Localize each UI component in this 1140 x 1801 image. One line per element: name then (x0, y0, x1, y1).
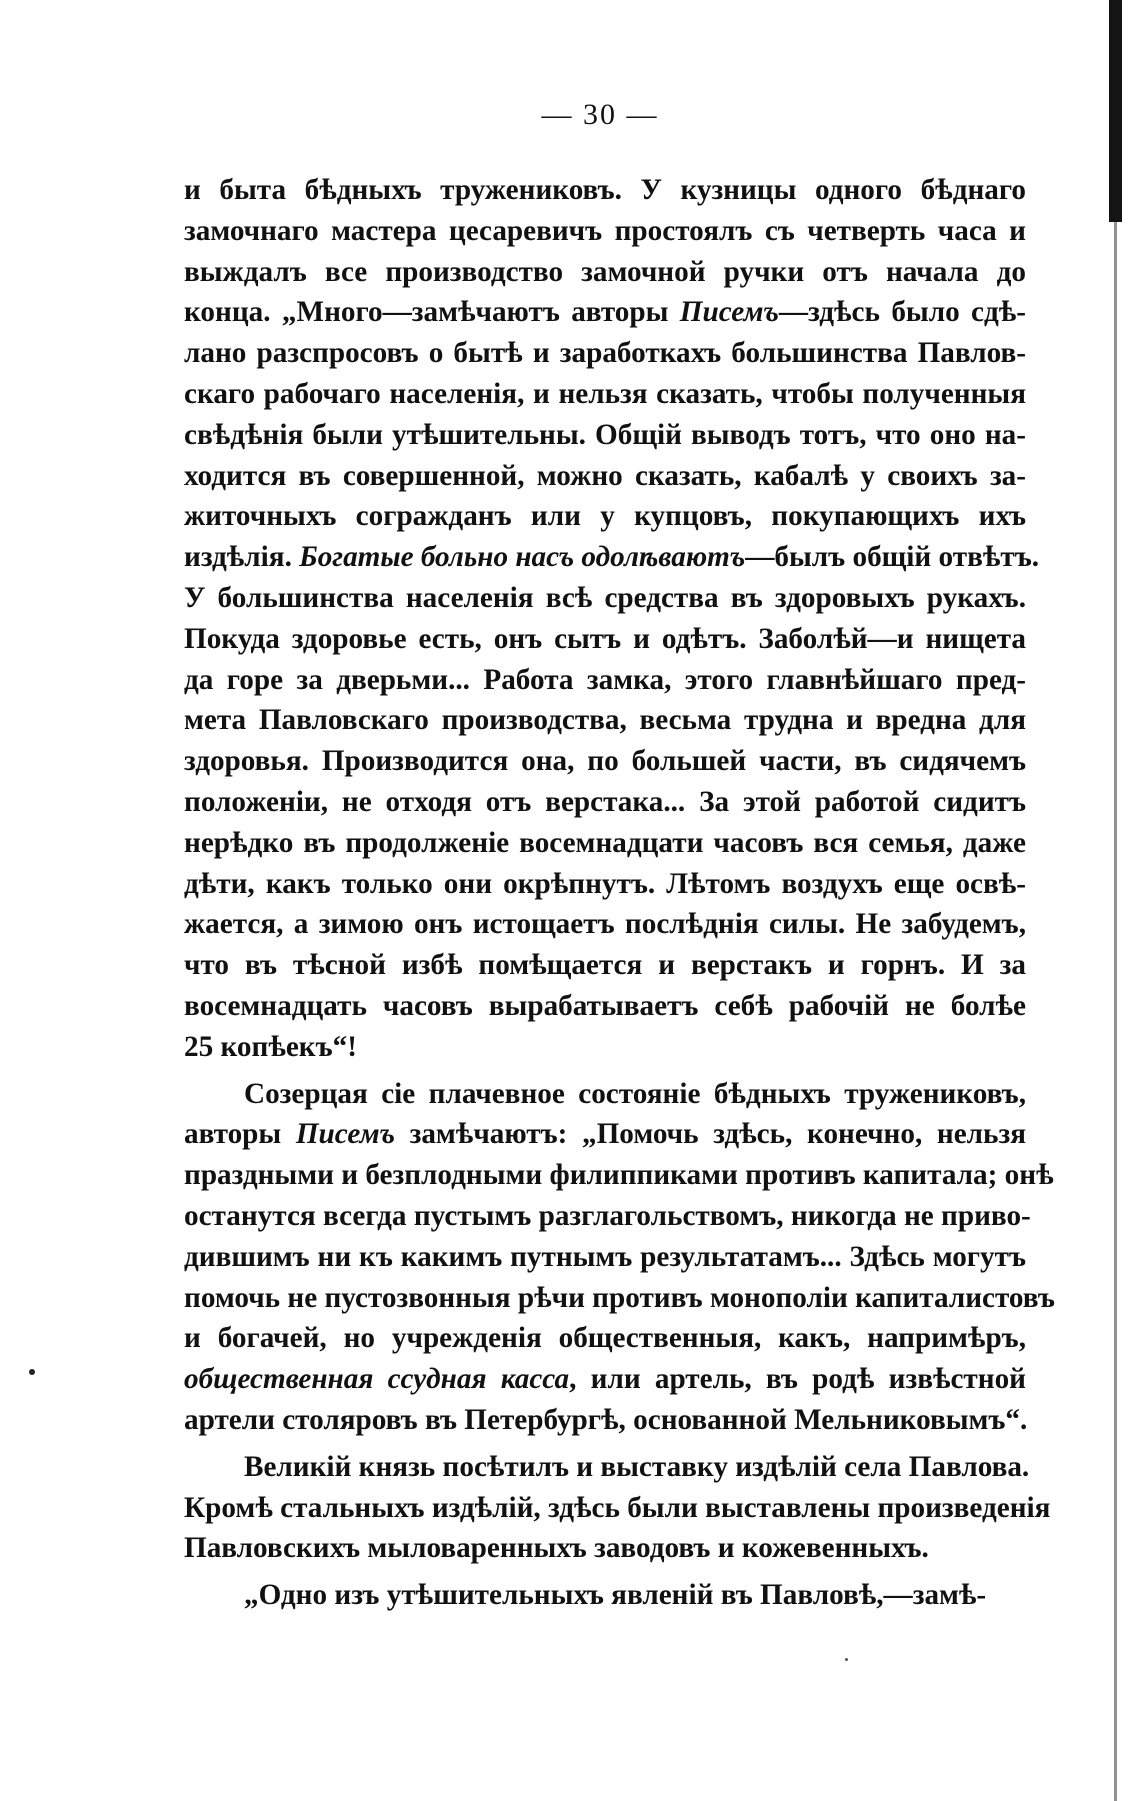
text-line: восемнадцать часовъ вырабатываетъ себѣ рабочій не болѣе (184, 989, 1026, 1022)
text-run: , или артель, въ родѣ извѣстной (569, 1363, 1026, 1396)
text-line: ходится въ совершенной, можно сказать, кабалѣ у своихъ за- (184, 459, 1026, 492)
paragraph (184, 1575, 1026, 1616)
text-line: что въ тѣсной избѣ помѣщается и верстакъ и горнъ. И за (184, 949, 1026, 982)
text-line: здоровья. Производится она, по большей части, въ сидячемъ (184, 745, 1026, 778)
text-line: праздными и безплодными филиппиками противъ капитала; онѣ (184, 1159, 1054, 1192)
text-run: авторы (184, 1118, 296, 1151)
text-line: артели столяровъ въ Петербургѣ, основанной Мельниковымъ“. (184, 1403, 1028, 1436)
text-line: жается, а зимою онъ истощаетъ послѣднія силы. Не забудемъ, (184, 908, 1026, 941)
text-line: свѣдѣнія были утѣшительны. Общій выводъ тотъ, что оно на- (184, 418, 1026, 451)
text-line: и быта бѣдныхъ тружениковъ. У кузницы одного бѣднаго (184, 174, 1026, 206)
text-line: помочь не пустозвонныя рѣчи противъ монополіи капиталистовъ (184, 1281, 1055, 1314)
text-line: да горе за дверьми... Работа замка, этого главнѣйшаго пред- (184, 663, 1026, 696)
ink-dot (29, 1369, 35, 1375)
text-run: —былъ общій отвѣтъ. (745, 541, 1040, 574)
italic-run: Богатые больно насъ одолѣваютъ (299, 541, 746, 574)
text-line: Кромѣ стальныхъ издѣлій, здѣсь были выставлены произведенія (184, 1491, 1051, 1524)
text-line: положеніи, не отходя отъ верстака... За этой работой сидитъ (184, 785, 1026, 818)
text-line: замочнаго мастера цесаревичъ простоялъ съ четверть часа и (184, 214, 1026, 247)
page-number: — 30 — (541, 98, 659, 131)
text-run: издѣлія. (184, 541, 300, 574)
text-run: конца. „Много—замѣчаютъ авторы (184, 296, 680, 329)
text-line: скаго рабочаго населенія, и нельзя сказать, чтобы полученныя (184, 377, 1026, 410)
text-line: выждалъ все производство замочной ручки отъ начала до (184, 255, 1026, 288)
text-line: дившимъ ни къ какимъ путнымъ результатамъ... Здѣсь могутъ (184, 1240, 1026, 1273)
italic-run: общественная ссудная касса (184, 1363, 570, 1396)
italic-run: Писемъ (295, 1118, 395, 1151)
text-line: нерѣдко въ продолженіе восемнадцати часовъ вся семья, даже (184, 826, 1026, 859)
text-line: Покуда здоровье есть, онъ сытъ и одѣтъ. Заболѣй—и нищета (184, 622, 1026, 655)
scan-edge-line (1114, 222, 1117, 1801)
text-run: замѣчаютъ: „Помочь здѣсь, конечно, нельзя (394, 1118, 1026, 1151)
ink-speck (845, 1658, 848, 1661)
paragraph (184, 170, 1040, 1068)
text-line: мета Павловскаго производства, весьма трудна и вредна для (184, 704, 1026, 737)
text-line: житочныхъ согражданъ или у купцовъ, покупающихъ ихъ (184, 500, 1026, 533)
paragraph (184, 1074, 1055, 1441)
text-run: —здѣсь было сдѣ- (778, 296, 1026, 329)
text-line (184, 1359, 1026, 1400)
text-line: лано разспросовъ о бытѣ и заработкахъ большинства Павлов- (184, 337, 1026, 370)
text-line: Павловскихъ мыловаренныхъ заводовъ и кожевенныхъ. (184, 1532, 929, 1565)
text-line (184, 292, 1026, 333)
italic-run: Писемъ (679, 296, 779, 329)
paragraph (184, 1447, 1051, 1569)
text-line: У большинства населенія всѣ средства въ здоровыхъ рукахъ. (184, 581, 1026, 614)
text-line: Великій князь посѣтилъ и выставку издѣлій села Павлова. (244, 1450, 1030, 1483)
text-line: 25 копѣекъ“! (184, 1030, 357, 1063)
body-text (184, 170, 1055, 1616)
text-line (184, 1114, 1026, 1155)
text-line: Созерцая сіе плачевное состояніе бѣдныхъ тружениковъ, (244, 1077, 1026, 1110)
text-line: дѣти, какъ только они окрѣпнутъ. Лѣтомъ воздухъ еще освѣ- (184, 867, 1026, 900)
text-line: „Одно изъ утѣшительныхъ явленій въ Павловѣ,—замѣ- (244, 1579, 987, 1612)
text-line: останутся всегда пустымъ разглагольствомъ, никогда не приво- (184, 1199, 1031, 1232)
text-line (184, 537, 1040, 578)
text-line: и богачей, но учрежденія общественныя, какъ, напримѣръ, (184, 1322, 1026, 1355)
